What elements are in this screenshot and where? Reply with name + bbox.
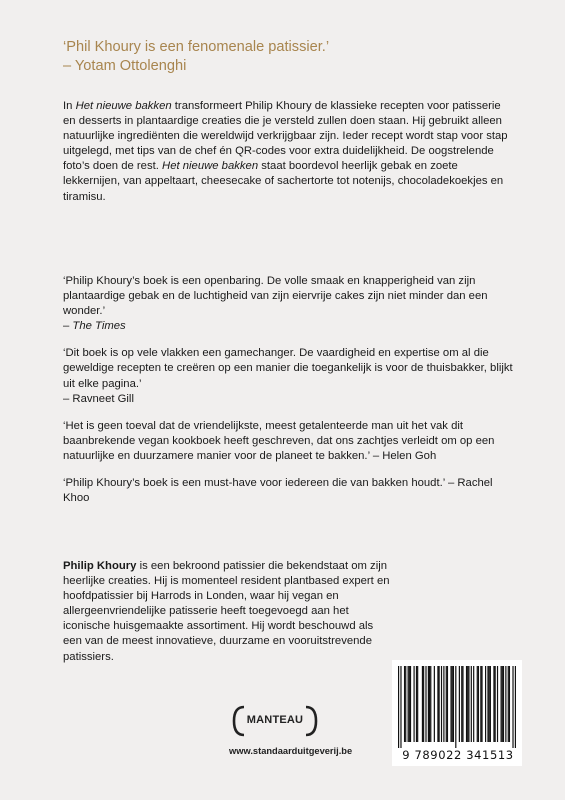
quote-text: ‘Dit boek is op vele vlakken een gamechanger. De vaardigheid en expertise om al die geweldige recepten te creëren op een manier die toegankelijk is voor de thuisbakker, blijkt uit elke pagina.’ xyxy=(63,347,513,390)
barcode-bar xyxy=(480,666,481,742)
author-name: Philip Khoury xyxy=(63,560,137,572)
barcode-bar xyxy=(439,666,440,742)
barcode-bar xyxy=(430,666,431,742)
book-title-repeat: Het nieuwe bakken xyxy=(162,160,259,173)
barcode-bar xyxy=(441,666,442,742)
publisher-website: www.standaarduitgeverij.be xyxy=(229,746,353,756)
barcode-bar xyxy=(515,666,516,748)
book-title: Het nieuwe bakken xyxy=(75,100,172,112)
barcode-bar xyxy=(434,666,435,742)
barcode-bar xyxy=(405,666,406,742)
barcode-bar xyxy=(501,666,502,742)
barcode-bar xyxy=(443,666,444,742)
barcode-bar xyxy=(477,666,478,742)
barcode-bar xyxy=(408,666,409,742)
barcode-bar xyxy=(422,666,423,742)
barcode-bar xyxy=(400,666,401,748)
barcode-bar xyxy=(497,666,498,742)
author-bio xyxy=(63,559,393,665)
barcode-bar xyxy=(473,666,474,742)
barcode-bar xyxy=(495,666,496,742)
publisher-logo xyxy=(230,704,320,738)
barcode-bar xyxy=(450,666,451,742)
barcode-bar xyxy=(455,666,456,748)
barcode-bar xyxy=(428,666,429,742)
barcode-bar xyxy=(417,666,418,742)
barcode-bar xyxy=(461,666,462,742)
isbn-number: 9 789022 341513 xyxy=(402,748,514,762)
barcode-bar xyxy=(447,666,448,742)
barcode-bar xyxy=(429,666,430,742)
barcode-bar xyxy=(503,666,504,742)
blurb-closing: staat boordevol heerlijk gebak en zoete lekkernijen, van appeltaart, cheesecake of sachertorte tot notenijs, chocoladekoekjes en tiramisu. xyxy=(63,160,504,203)
blurb-intro-prefix: In xyxy=(63,100,76,112)
barcode-bar xyxy=(508,666,509,742)
barcode-bar xyxy=(466,666,467,742)
barcode-bar xyxy=(505,666,506,742)
barcode-bar xyxy=(413,666,414,742)
endorsement-attribution: – Yotam Ottolenghi xyxy=(63,58,187,74)
barcode-bar xyxy=(481,666,482,742)
press-quotes xyxy=(63,274,513,518)
barcode-bar xyxy=(485,666,486,742)
barcode-bar xyxy=(452,666,453,742)
barcode-bar xyxy=(490,666,491,742)
barcode-bar xyxy=(404,666,405,742)
barcode-bar xyxy=(509,666,510,742)
barcode-bar xyxy=(416,666,417,742)
barcode-bar xyxy=(409,666,410,742)
author-bio-text: is een bekroond patissier die bekendstaat om zijn heerlijke creaties. Hij is momenteel resident plantbased expert en hoofdpatissier bij Harrods in Londen, waar hij vegan en allergeenvriendelijke patisserie heeft toegevoegd aan het iconische huisgemaakte assortiment. Hij wordt beschouwd als een van de meest innovatieve, duurzame en vooruitstrevende patissiers. xyxy=(63,560,390,663)
quote-source: The Times xyxy=(72,320,126,333)
isbn-barcode xyxy=(392,660,522,766)
quote-dash: – xyxy=(447,477,458,490)
barcode-bar xyxy=(453,666,454,742)
publisher-name: MANTEAU xyxy=(246,714,304,726)
blurb-intro-rest: transformeert Philip Khoury de klassieke recepten voor patisserie en desserts in plantaardige creaties die je versteld zullen doen staan. Hij gebruikt alleen natuurlijke ingrediënten die wereldwijd verkrijgbaar zijn. Ieder recept wordt stap voor stap uitgelegd, met tips van de chef én QR-codes voor extra duidelijkheid. De oogstrelende foto’s doen de rest. xyxy=(63,100,508,173)
quote-text: ‘Philip Khoury’s boek is een must-have voor iedereen die van bakken houdt.’ xyxy=(63,477,448,490)
quote-dash: – xyxy=(63,320,73,333)
barcode-bar xyxy=(425,666,426,742)
barcode-bar xyxy=(502,666,503,742)
endorsement-quote: ‘Phil Khoury is een fenomenale patissier.’ xyxy=(63,39,330,55)
quote-source: Helen Goh xyxy=(382,449,437,462)
barcode-bar xyxy=(512,666,513,748)
barcode-bar xyxy=(478,666,479,742)
barcode-bar xyxy=(437,666,438,742)
barcode-bar xyxy=(487,666,488,742)
barcode-bar xyxy=(423,666,424,742)
press-quote xyxy=(63,476,513,506)
quote-dash: – xyxy=(63,392,73,405)
quote-dash: – xyxy=(372,449,383,462)
press-quote xyxy=(63,419,513,464)
barcode-bar xyxy=(462,666,463,742)
barcode-bar xyxy=(489,666,490,742)
quote-text: ‘Philip Khoury’s boek is een openbaring. De volle smaak en knapperigheid van zijn plantaardige gebak en de luchtigheid van zijn eiervrije cakes zijn niet minder dan een wonder.’ xyxy=(63,275,488,318)
press-quote xyxy=(63,274,513,334)
barcode-bar xyxy=(468,666,469,742)
blurb-paragraph xyxy=(63,99,513,205)
quote-source: Ravneet Gill xyxy=(72,392,134,405)
barcode-icon xyxy=(398,666,516,748)
book-blurb xyxy=(63,99,513,205)
quote-source: Rachel Khoo xyxy=(63,477,493,505)
barcode-bar xyxy=(446,666,447,742)
barcode-bar xyxy=(493,666,494,742)
barcode-bar xyxy=(459,666,460,742)
quote-text: ‘Het is geen toeval dat de vriendelijkste, meest getalenteerde man uit het vak dit baanbrekende vegan kookboek heeft geschreven, dat ons zachtjes verleidt om op een natuurlijke en duurzamere manier voor de planeet te bakken.’ xyxy=(63,419,495,462)
barcode-bar xyxy=(398,666,399,748)
press-quote xyxy=(63,346,513,406)
top-endorsement xyxy=(63,38,523,76)
barcode-bar xyxy=(410,666,411,742)
barcode-bar xyxy=(467,666,468,742)
barcode-bar xyxy=(471,666,472,742)
